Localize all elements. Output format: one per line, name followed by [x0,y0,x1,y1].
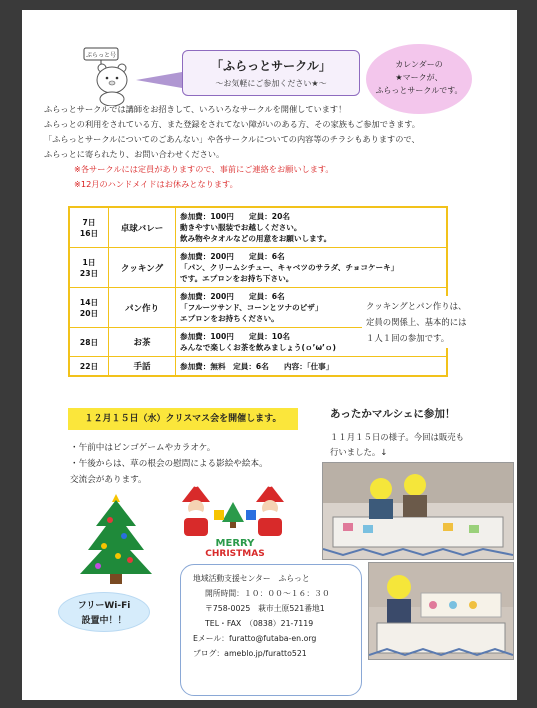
marche-text [330,430,510,460]
schedule-name: クッキング [109,248,176,288]
schedule-desc: 参加費：無料 定員：6名 内容：「仕事」 [176,357,448,377]
marche-photo-2 [368,562,514,660]
intro-line: ふらっとサークルでは講師をお招きして、いろいろなサークルを開催しています！ [44,104,347,114]
intro-line: ふらっとの利用をされている方、また登録をされてない障がいのある方、その家族もご参加できます。 [44,119,420,129]
schedule-name: 手話 [109,357,176,377]
wifi-line: 設置中！！ [81,616,127,626]
schedule-desc: 参加費：200円 定員：6名 「パン、クリームシチュー、キャベツのサラダ、チョコケーキ」 です。エプロンをお持ち下さい。 [176,248,448,288]
bear-mascot-icon [80,46,136,106]
bear-sign-text: ぷらっと号 [85,52,117,59]
info-address: 〒758-0025 萩市土原521番地1 [205,604,325,613]
schedule-desc: 参加費：100円 定員：10名 みんなで楽しくお茶を飲みましょう(ｏ’ω’ｏ) [176,328,448,357]
christmas-tree-icon [74,490,158,586]
speech-bubble-tail [136,72,182,88]
intro-section [44,102,504,192]
cooking-note [362,296,517,348]
christmas-line: 交流会があります。 [70,475,147,485]
christmas-text: CHRISTMAS [205,549,265,556]
wifi-line: フリーWi-Fi [77,601,131,611]
schedule-name: お茶 [109,328,176,357]
merry-text: MERRY [215,538,255,549]
schedule-date: 22日 [69,357,109,377]
marche-title: あったかマルシェに参加！ [330,408,456,420]
info-hours: 開所時間：１０：００～１６：３０ [205,589,330,598]
intro-line: ふらっとに寄られたり、お問い合わせください。 [44,149,225,159]
schedule-date: 7日 16日 [69,207,109,248]
intro-note: ※12月のハンドメイドはお休みとなります。 [74,179,238,189]
intro-note: ※各サークルには定員がありますので、事前にご連絡をお願いします。 [74,164,334,174]
schedule-date: 28日 [69,328,109,357]
free-wifi-badge [58,592,150,632]
cooking-note-line: クッキングとパン作りは、 [366,301,467,311]
marche-line: 行いました。↓ [330,447,388,457]
cooking-note-line: １人１回の参加です。 [366,333,450,343]
cooking-note-line: 定員の関係上、基本的には [366,317,467,327]
christmas-line: ・午後からは、草の根会の慰問による影絵や絵本。 [70,459,268,469]
calendar-note-line: カレンダーの [395,60,443,69]
photo-2-image [369,563,513,659]
page-subtitle: ～お気軽にご参加ください★～ [215,79,327,88]
calendar-note-line: ★マークが、 [395,73,443,82]
marche-line: １１月１５日の様子。今回は販売も [330,432,464,442]
schedule-date: 1日 23日 [69,248,109,288]
santa-illustration-icon [170,480,300,556]
intro-line: 「ふらっとサークルについてのごあんない」や各サークルについての内容等のチラシもありますので、 [44,134,420,144]
contact-info-box [180,564,362,696]
schedule-name: 卓球バレー [109,207,176,248]
marche-photo-1 [322,462,514,560]
schedule-date: 14日 20日 [69,288,109,328]
christmas-banner: １２月１５日（水）クリスマス会を開催します。 [68,408,298,430]
info-org-name: 地域活動支援センター ふらっと [193,574,310,583]
calendar-note-line: ふらっとサークルです。 [375,86,463,95]
flyer-page [22,10,517,700]
table-row [69,207,447,248]
schedule-table [68,206,448,377]
info-phone: TEL・FAX （0838）21-7119 [205,619,314,628]
schedule-name: パン作り [109,288,176,328]
photo-1-image [323,463,513,559]
table-row [69,357,447,377]
table-row [69,248,447,288]
info-email[interactable]: Eメール：furatto@futaba-en.org [193,634,317,643]
christmas-line: ・午前中はビンゴゲームやカラオケ。 [70,443,216,453]
schedule-desc: 参加費：200円 定員：6名 「フルーツサンド、コーンとツナのピザ」 エプロンをお持ちください。 [176,288,448,328]
info-blog[interactable]: ブログ：ameblo.jp/furatto521 [193,649,307,658]
schedule-desc: 参加費：100円 定員：20名 動きやすい服装でお越しください。 飲み物やタオルなどの用意をお願いします。 [176,207,448,248]
title-box [182,50,360,96]
page-title: 「ふらっとサークル」 [211,59,331,73]
